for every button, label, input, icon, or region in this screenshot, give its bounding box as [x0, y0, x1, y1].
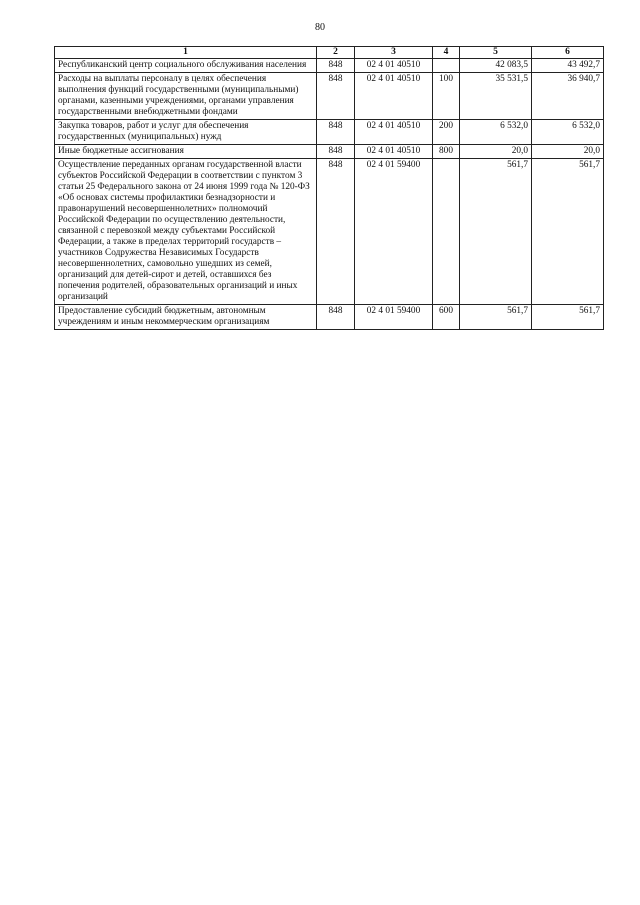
- row-ministry-code: 848: [317, 120, 355, 145]
- row-sum-col5: 42 083,5: [460, 59, 532, 73]
- row-name: Республиканский центр социального обслуживания населения: [55, 59, 317, 73]
- row-expense-type: [433, 59, 460, 73]
- row-sum-col6: 43 492,7: [532, 59, 604, 73]
- header-col-6: 6: [532, 47, 604, 59]
- row-sum-col6: 561,7: [532, 159, 604, 305]
- row-article-code: 02 4 01 40510: [355, 59, 433, 73]
- header-col-2: 2: [317, 47, 355, 59]
- row-name: Иные бюджетные ассигнования: [55, 145, 317, 159]
- row-expense-type: 100: [433, 73, 460, 120]
- row-sum-col5: 35 531,5: [460, 73, 532, 120]
- row-ministry-code: 848: [317, 59, 355, 73]
- row-name: Закупка товаров, работ и услуг для обеспечения государственных (муниципальных) нужд: [55, 120, 317, 145]
- row-sum-col6: 6 532,0: [532, 120, 604, 145]
- row-ministry-code: 848: [317, 73, 355, 120]
- row-ministry-code: 848: [317, 145, 355, 159]
- row-sum-col5: 561,7: [460, 305, 532, 330]
- row-name: Предоставление субсидий бюджетным, автономным учреждениям и иным некоммерческим организациям: [55, 305, 317, 330]
- row-sum-col6: 36 940,7: [532, 73, 604, 120]
- table-row: [55, 73, 604, 120]
- row-expense-type: 600: [433, 305, 460, 330]
- header-row: [55, 47, 604, 59]
- row-ministry-code: 848: [317, 159, 355, 305]
- row-expense-type: 200: [433, 120, 460, 145]
- table-row: [55, 59, 604, 73]
- row-expense-type: [433, 159, 460, 305]
- table-row: [55, 145, 604, 159]
- header-col-5: 5: [460, 47, 532, 59]
- row-article-code: 02 4 01 40510: [355, 145, 433, 159]
- row-article-code: 02 4 01 59400: [355, 305, 433, 330]
- table-row: [55, 159, 604, 305]
- row-ministry-code: 848: [317, 305, 355, 330]
- header-col-4: 4: [433, 47, 460, 59]
- row-article-code: 02 4 01 40510: [355, 73, 433, 120]
- budget-table: [54, 46, 604, 330]
- row-sum-col5: 6 532,0: [460, 120, 532, 145]
- row-sum-col6: 561,7: [532, 305, 604, 330]
- header-col-1: 1: [55, 47, 317, 59]
- table-row: [55, 305, 604, 330]
- page-number: 80: [315, 22, 325, 33]
- row-article-code: 02 4 01 40510: [355, 120, 433, 145]
- header-col-3: 3: [355, 47, 433, 59]
- row-sum-col5: 20,0: [460, 145, 532, 159]
- row-name: Осуществление переданных органам государственной власти субъектов Российской Федерации в соответствии с пунктом 3 статьи 25 Федерального закона от 24 июня 1999 года № 120-ФЗ «Об основах системы профилактики безнадзорности и правонарушений несовершеннолетних» полномочий Российской Федерации по осуществлению деятельности, связанной с перевозкой между субъектами Российской Федерации, а также в пределах территорий государств – участников Содружества Независимых Государств несовершеннолетних, самовольно ушедших из семей, организаций для детей-сирот и детей, оставшихся без попечения родителей, образовательных организаций и иных организаций: [55, 159, 317, 305]
- table-row: [55, 120, 604, 145]
- row-sum-col5: 561,7: [460, 159, 532, 305]
- row-article-code: 02 4 01 59400: [355, 159, 433, 305]
- row-expense-type: 800: [433, 145, 460, 159]
- row-sum-col6: 20,0: [532, 145, 604, 159]
- row-name: Расходы на выплаты персоналу в целях обеспечения выполнения функций государственными (муниципальными) органами, казенными учреждениями, органами управления государственными внебюджетными фондами: [55, 73, 317, 120]
